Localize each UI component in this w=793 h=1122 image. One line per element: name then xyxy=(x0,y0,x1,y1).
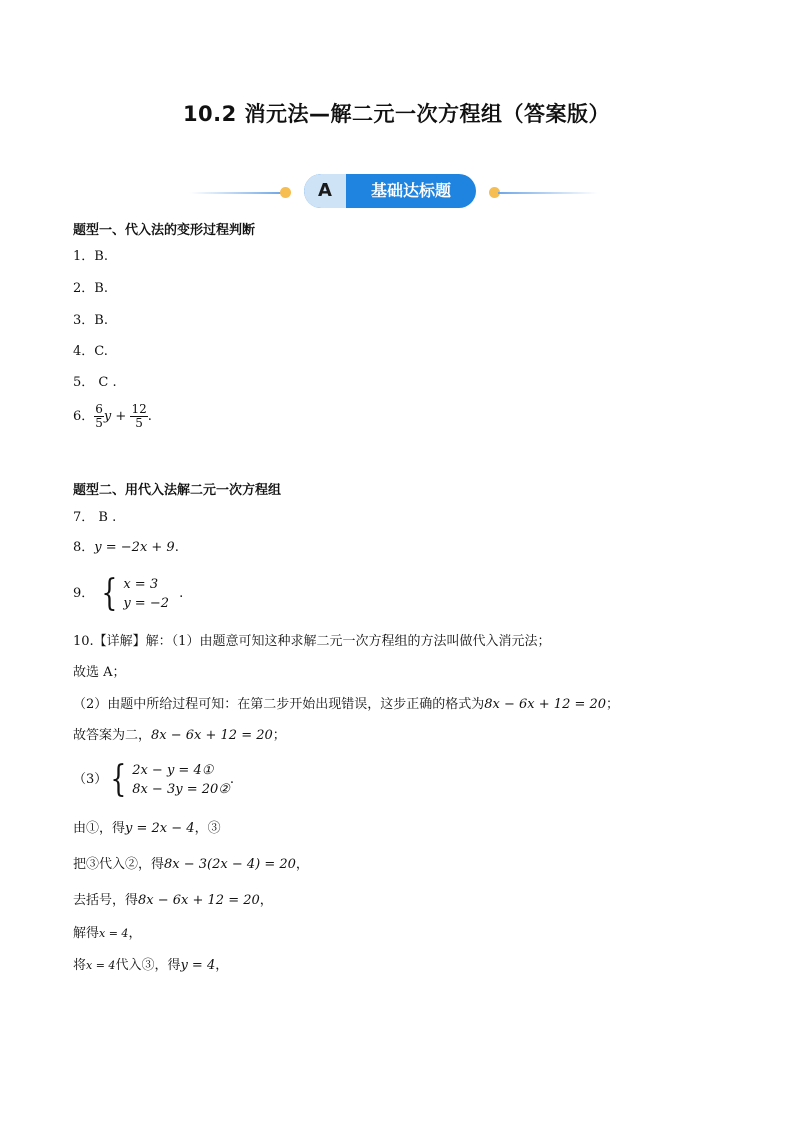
q10-line-10-end: ， xyxy=(215,958,229,973)
answer-7: 7． B . xyxy=(73,510,117,525)
answer-8 xyxy=(73,539,179,557)
page-title: 10.2 消元法—解二元一次方程组（答案版） xyxy=(182,102,611,126)
q10-line-4-end: ； xyxy=(272,728,286,743)
answer-9-suffix: . xyxy=(179,586,184,601)
section1-heading: 题型一、代入法的变形过程判断 xyxy=(73,223,256,238)
q10-line-3-end: ； xyxy=(606,697,620,712)
answer-3: 3．B. xyxy=(73,313,108,328)
q10-line-6 xyxy=(73,820,221,838)
answer-8-prefix: 8． xyxy=(73,540,95,555)
answer-8-equation: y = −2x + 9 xyxy=(94,540,175,555)
q10-line-4-text: 故答案为二， xyxy=(73,728,152,743)
equation-system-10 xyxy=(107,758,230,800)
q10-line-5 xyxy=(73,758,234,802)
banner-pill xyxy=(304,174,476,208)
answer-9-prefix: 9． xyxy=(73,586,95,601)
plus-sign: + xyxy=(111,409,131,424)
answer-6-prefix: 6． xyxy=(73,409,95,424)
q10-line-4-equation: 8x − 6x + 12 = 20 xyxy=(151,728,273,743)
q10-line-7-end: ， xyxy=(295,857,309,872)
left-brace-icon: { xyxy=(101,572,118,614)
q10-line-7 xyxy=(73,856,309,874)
banner-dot-left xyxy=(280,187,291,198)
q10-line-8-end: ， xyxy=(259,893,273,908)
q10-line-8 xyxy=(73,892,273,910)
q10-line-10 xyxy=(73,957,228,975)
answer-6 xyxy=(73,400,152,434)
q10-line-1: 10.【详解】解：（1）由题意可知这种求解二元一次方程组的方法叫做代入消元法； xyxy=(73,634,551,649)
q10-line-10-text: 将 xyxy=(73,958,87,973)
banner-label: 基础达标题 xyxy=(370,181,451,200)
fraction-denominator: 5 xyxy=(135,416,143,430)
q10-line-3 xyxy=(73,696,619,714)
q10-line-5-prefix: （3） xyxy=(73,772,108,787)
equation-system-9 xyxy=(98,572,169,614)
q10-line-6-text: 由①，得 xyxy=(73,821,126,836)
q10-line-9-text: 解得 xyxy=(73,926,100,941)
answer-5: 5． C . xyxy=(73,375,117,390)
q10-line-10-mid: 代入③，得 xyxy=(115,958,181,973)
fraction-numerator: 12 xyxy=(131,402,147,416)
fraction-numerator: 6 xyxy=(95,402,103,416)
answer-9 xyxy=(73,574,183,614)
answer-2: 2．B. xyxy=(73,281,108,296)
q10-line-6-equation: y = 2x − 4 xyxy=(125,821,195,836)
answer-1: 1．B. xyxy=(73,249,108,264)
banner-line-right xyxy=(498,192,598,194)
q10-line-9 xyxy=(73,925,141,943)
system-row-1: x = 3 xyxy=(123,576,159,592)
fraction-12-5 xyxy=(130,403,147,430)
q10-line-3-text: （2）由题中所给过程可知：在第二步开始出现错误，这步正确的格式为 xyxy=(73,697,485,712)
q10-line-10-equation-2: y = 4 xyxy=(180,958,216,973)
answer-6-suffix: . xyxy=(147,409,152,424)
answer-8-suffix: . xyxy=(174,540,179,555)
q10-line-9-equation: x = 4 xyxy=(99,927,129,940)
answer-4: 4．C. xyxy=(73,344,108,359)
q10-line-9-end: ， xyxy=(128,926,142,941)
fraction-6-5 xyxy=(94,403,104,430)
q10-line-6-end: ，③ xyxy=(194,821,221,836)
banner-line-left xyxy=(190,192,282,194)
q10-line-2: 故选 A； xyxy=(73,665,126,680)
system-row-1: 2x − y = 4① xyxy=(132,762,214,778)
system-row-2: 8x − 3y = 20② xyxy=(132,781,230,797)
q10-line-7-text: 把③代入②，得 xyxy=(73,857,165,872)
section2-heading: 题型二、用代入法解二元一次方程组 xyxy=(73,483,282,498)
q10-line-3-equation: 8x − 6x + 12 = 20 xyxy=(484,697,607,712)
q10-line-8-equation: 8x − 6x + 12 = 20 xyxy=(138,893,260,908)
section-banner xyxy=(0,172,793,212)
variable-y: y xyxy=(103,409,112,424)
q10-line-4 xyxy=(73,727,286,745)
q10-line-5-end: . xyxy=(229,772,235,787)
banner-letter: A xyxy=(304,174,346,208)
q10-line-10-equation-1: x = 4 xyxy=(86,959,116,972)
left-brace-icon: { xyxy=(110,758,127,800)
fraction-denominator: 5 xyxy=(95,416,103,430)
system-row-2: y = −2 xyxy=(123,595,169,611)
q10-line-7-equation: 8x − 3(2x − 4) = 20 xyxy=(164,857,296,872)
q10-line-8-text: 去括号，得 xyxy=(73,893,139,908)
